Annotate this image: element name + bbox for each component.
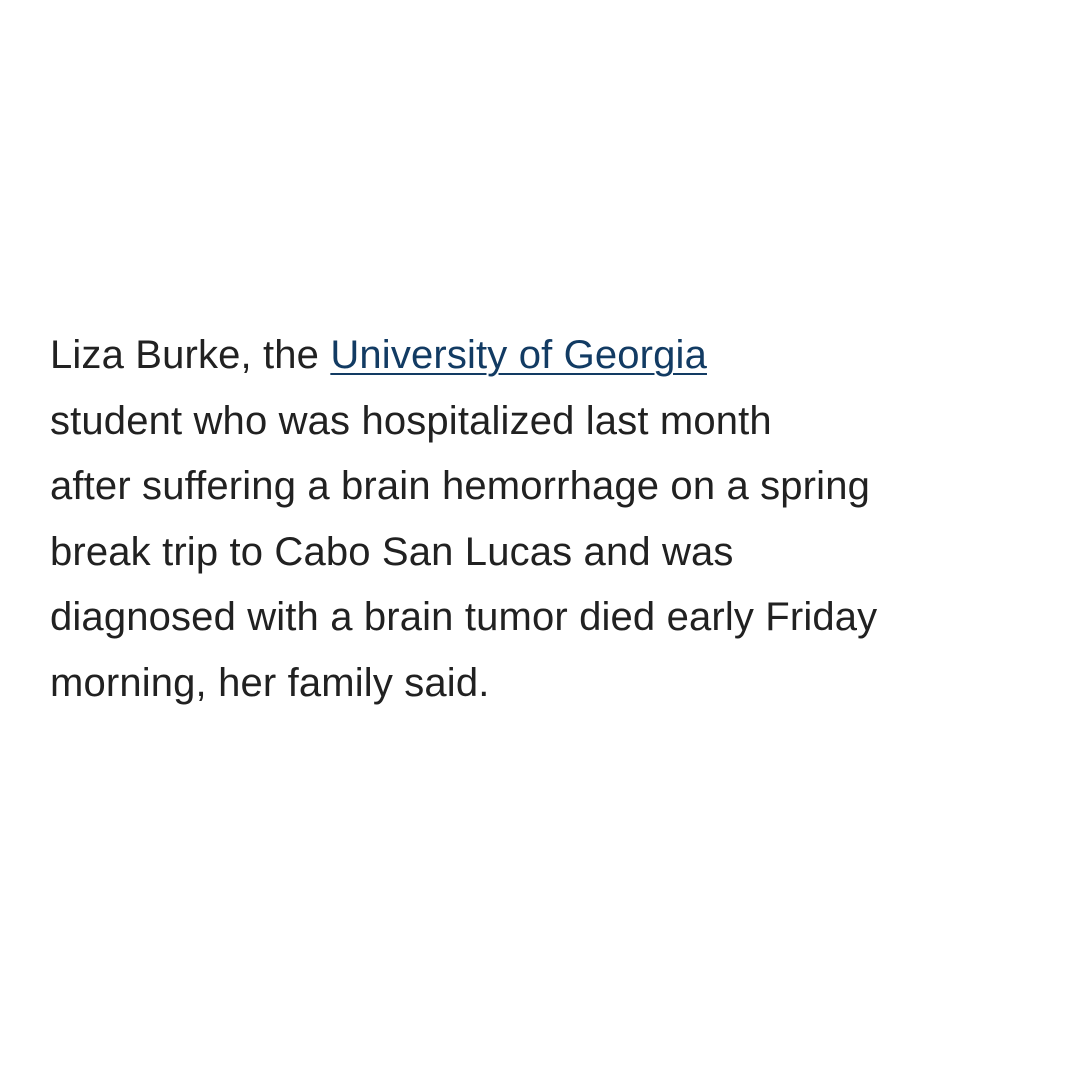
intro-text: Liza Burke, the bbox=[50, 333, 331, 377]
article-line-2: student who was hospitalized last month bbox=[50, 398, 772, 443]
university-of-georgia-link[interactable]: University of Georgia bbox=[330, 333, 707, 377]
article-line-3: after suffering a brain hemorrhage on a spring bbox=[50, 464, 870, 508]
article-line-6: morning, her family said. bbox=[50, 660, 490, 705]
article-line-4: break trip to Cabo San Lucas and was bbox=[50, 529, 734, 574]
article-line-1 bbox=[50, 323, 1040, 389]
article-paragraph bbox=[50, 323, 1040, 716]
article-line-5: diagnosed with a brain tumor died early Friday bbox=[50, 595, 878, 639]
